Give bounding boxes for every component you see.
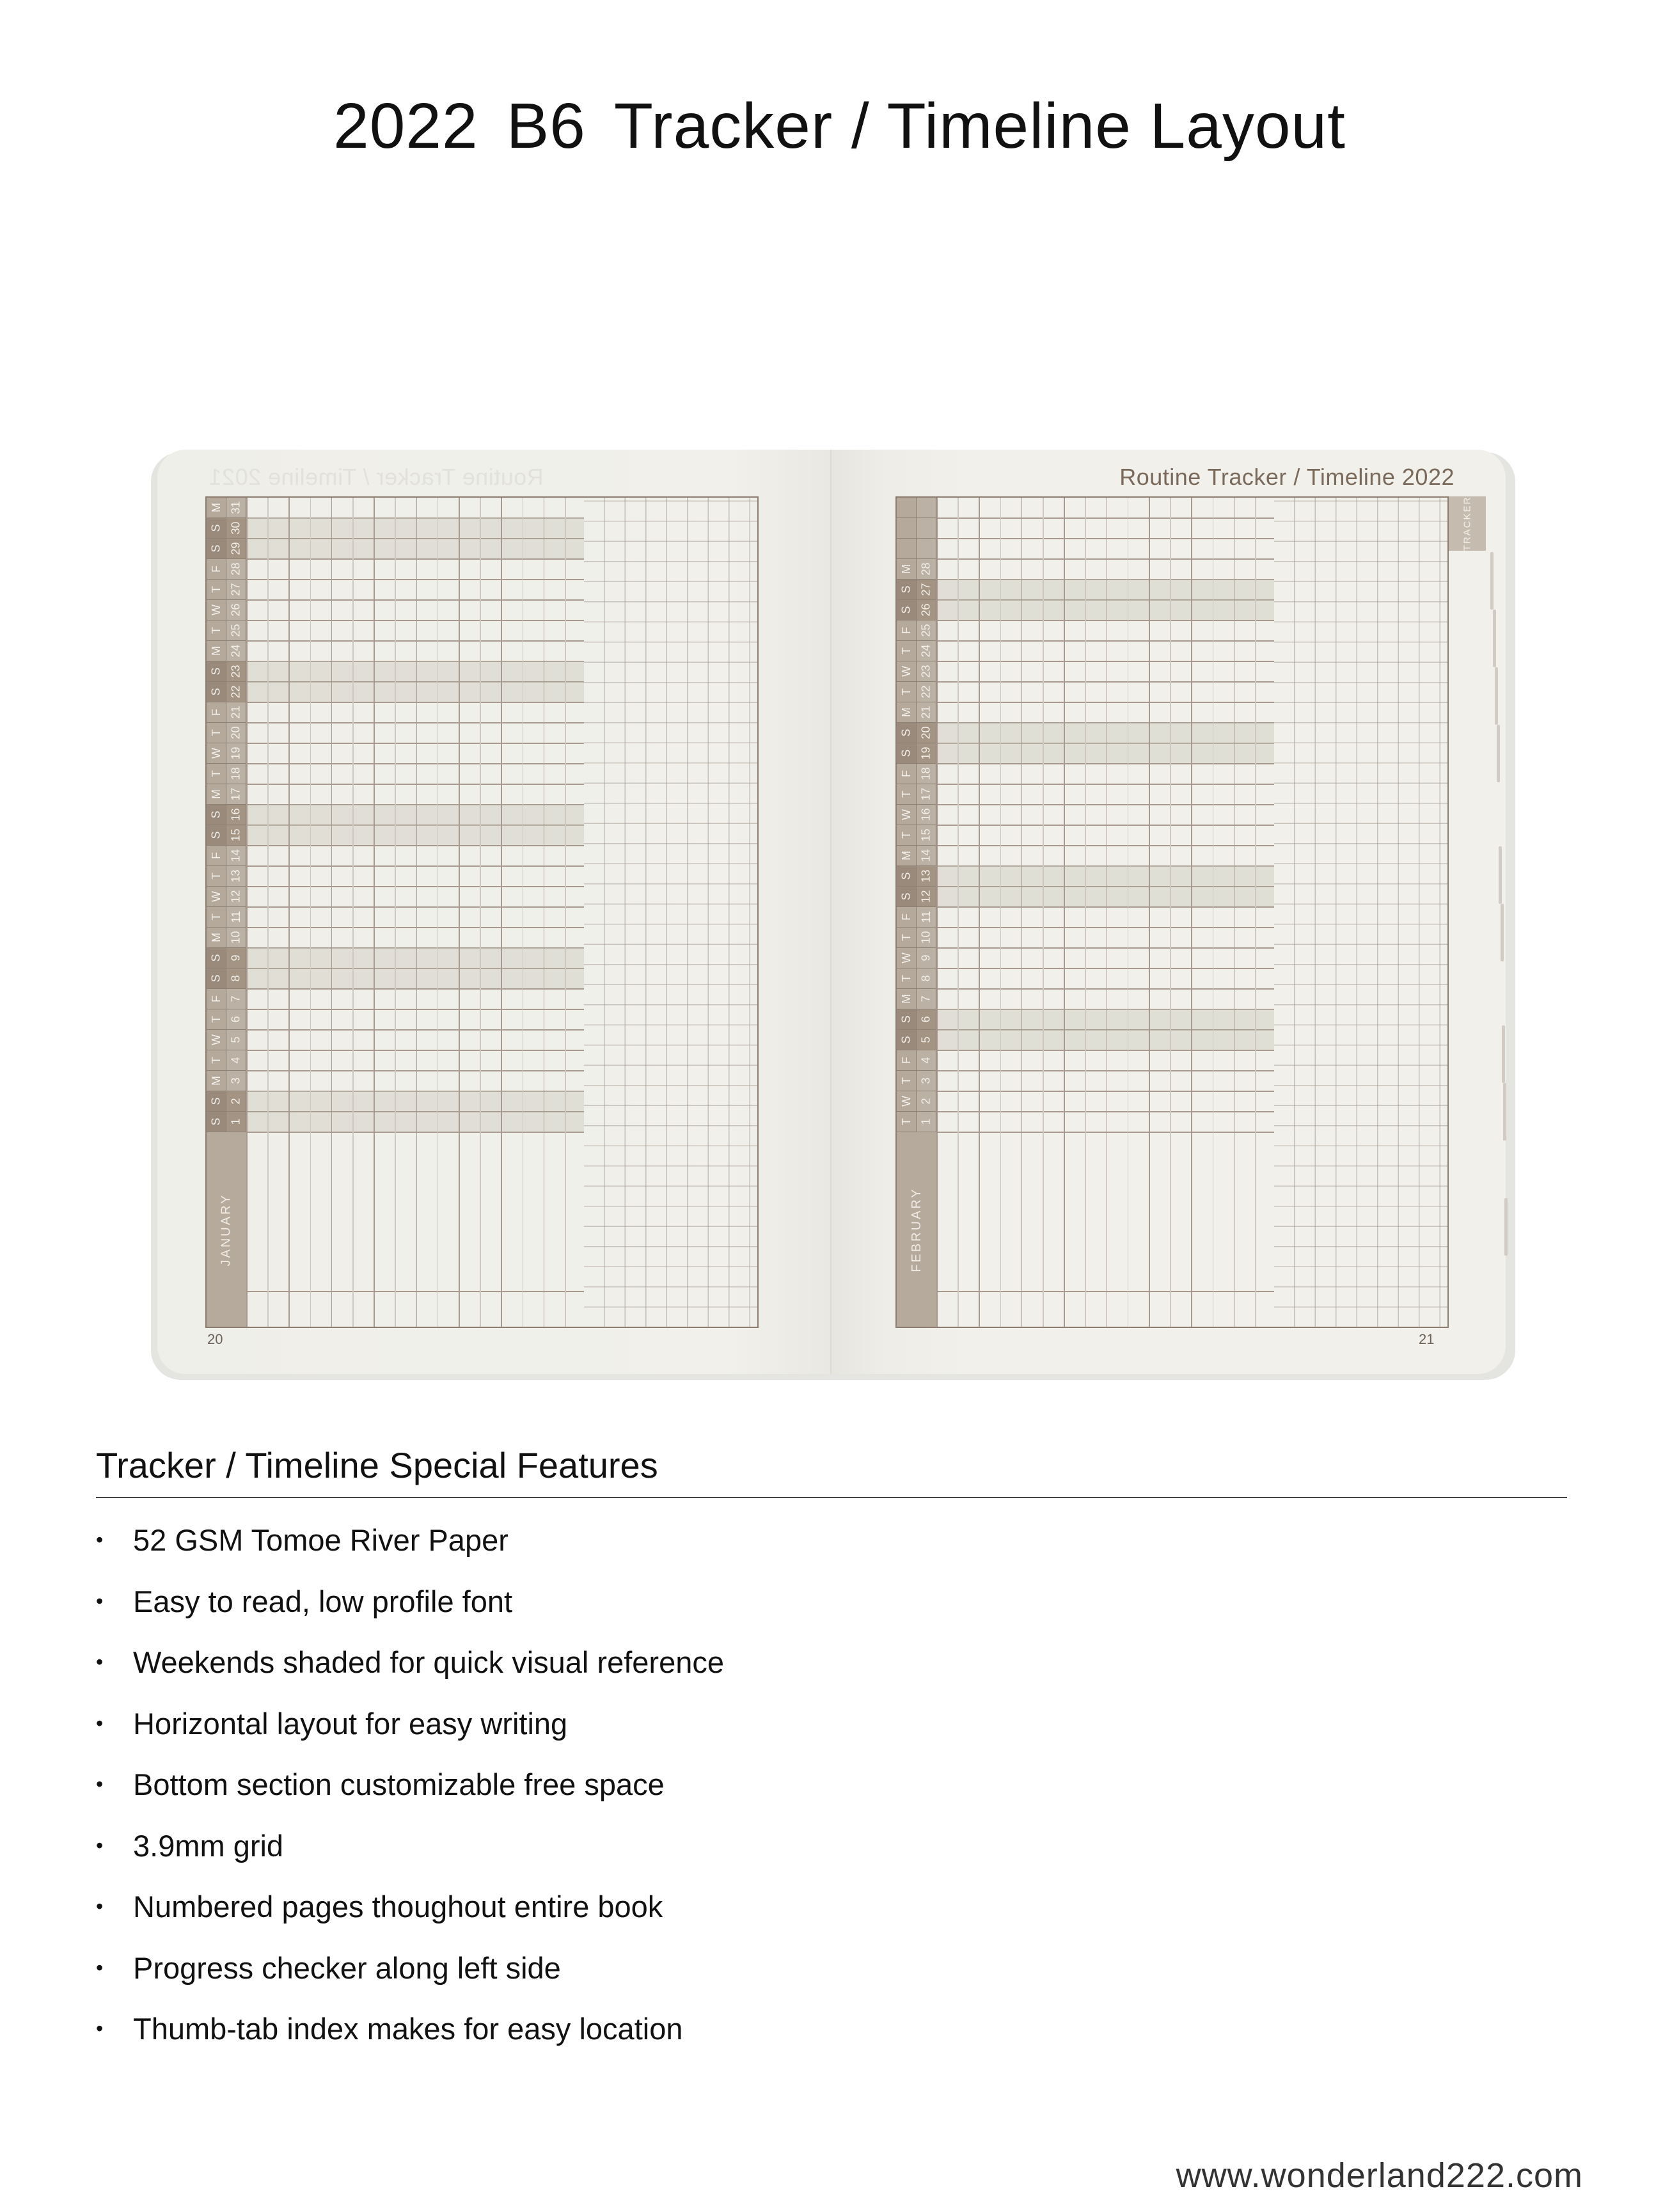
row-line [246,558,584,560]
weekday-cell: T [207,764,226,784]
feature-item [96,1938,724,1999]
feature-item [96,1632,724,1693]
date-cell: 20 [226,723,246,743]
column-line [288,498,290,1327]
weekday-cell: T [207,723,226,743]
row-line [936,927,1274,928]
weekday-cell: S [207,968,226,989]
row-line [246,722,584,723]
weekday-cell: S [207,682,226,702]
date-cell: 1 [917,1112,936,1132]
date-cell: 16 [226,805,246,825]
weekday-cell: T [897,928,917,948]
date-cell: 11 [226,907,246,928]
weekday-cell: W [207,600,226,620]
tracker-grid-january [205,496,759,1328]
row-line [246,702,584,703]
date-cell: 15 [226,825,246,846]
date-cell: 10 [226,928,246,948]
weekday-cell: F [207,989,226,1009]
column-line [437,498,439,1327]
column-line [1064,498,1065,1327]
date-cell: 21 [917,702,936,723]
weekday-cell: S [897,1009,917,1030]
weekday-cell: M [897,989,917,1009]
weekday-cell: W [897,805,917,825]
bullet-icon: • [96,2017,104,2041]
weekday-cell: S [897,723,917,743]
date-cell: 11 [917,907,936,928]
date-cell: 23 [917,661,936,682]
column-line [1021,498,1023,1327]
edge-thumb-tab[interactable] [1504,1198,1508,1256]
page-number: 20 [207,1331,223,1347]
feature-item [96,1571,724,1632]
column-line [246,498,248,1327]
edge-thumb-tab[interactable] [1501,904,1504,961]
weekday-cell: T [207,580,226,600]
date-cell: 13 [226,866,246,887]
weekend-row-shade [246,1091,584,1112]
weekday-cell: S [207,518,226,539]
date-cell: 31 [226,498,246,518]
bullet-icon: • [96,1650,104,1674]
website-url[interactable]: www.wonderland222.com [1176,2156,1583,2195]
row-line [936,763,1274,764]
weekend-row-shade [246,1112,584,1132]
date-cell: 28 [917,559,936,580]
free-space-dotted-grid [584,498,757,1327]
row-line [936,702,1274,703]
date-cell: 27 [226,580,246,600]
weekday-cell: S [897,743,917,764]
column-line [459,498,460,1327]
weekday-cell: S [897,580,917,600]
weekday-cell: S [207,805,226,825]
row-line [246,1132,584,1133]
row-line [936,825,1274,826]
edge-thumb-tab[interactable] [1499,846,1502,904]
date-cell: 18 [917,764,936,784]
weekday-cell: W [207,743,226,764]
column-line [1255,498,1256,1327]
weekday-cell: S [207,1112,226,1132]
weekday-cell: T [897,1112,917,1132]
weekend-row-shade [246,968,584,989]
date-cell [917,539,936,559]
date-cell [917,518,936,539]
weekend-row-shade [936,866,1274,887]
weekend-row-shade [936,600,1274,620]
weekend-row-shade [936,887,1274,907]
row-line [246,579,584,580]
row-line [246,988,584,990]
date-cell: 6 [917,1009,936,1030]
weekday-cell: F [207,702,226,723]
row-line [936,1091,1274,1092]
column-line [1149,498,1150,1327]
row-line [936,1050,1274,1051]
month-label-block [897,1132,936,1327]
weekday-cell: M [897,559,917,580]
features-heading: Tracker / Timeline Special Features [96,1445,658,1485]
row-line [246,906,584,908]
weekend-row-shade [936,743,1274,764]
date-cell: 14 [917,846,936,866]
planner-spread [154,450,1513,1377]
weekday-cell: T [897,968,917,989]
edge-thumb-tab[interactable] [1495,667,1498,725]
date-cell: 2 [226,1091,246,1112]
row-line [936,538,1274,539]
column-line [352,498,354,1327]
row-line [246,784,584,785]
feature-item [96,1876,724,1938]
page-header: Routine Tracker / Timeline 2022 [1119,464,1454,490]
page-number: 21 [1419,1331,1435,1347]
bullet-icon: • [96,1528,104,1552]
feature-text: Weekends shaded for quick visual reference [133,1645,724,1680]
feature-item [96,1815,724,1877]
date-cell: 27 [917,580,936,600]
column-line [565,498,566,1327]
weekday-cell: M [207,498,226,518]
weekend-row-shade [246,948,584,968]
weekend-row-shade [246,682,584,702]
feature-text: Thumb-tab index makes for easy location [133,2012,683,2046]
column-line [267,498,269,1327]
date-cell: 1 [226,1112,246,1132]
row-line [936,620,1274,621]
feature-item [96,1998,724,2060]
thumb-tab-label: TRACKER [1462,496,1473,551]
weekday-cell: T [897,825,917,846]
column-line [1128,498,1129,1327]
weekday-cell: T [207,1050,226,1071]
month-label: FEBRUARY [909,1187,924,1272]
row-line [936,1132,1274,1133]
row-line [936,784,1274,785]
weekend-row-shade [936,580,1274,600]
features-list [96,1510,724,2060]
feature-item [96,1693,724,1755]
date-cell: 12 [917,887,936,907]
weekend-row-shade [246,661,584,682]
weekday-cell: F [897,764,917,784]
weekday-cell: T [207,1009,226,1030]
row-line [936,517,1274,519]
feature-item [96,1510,724,1571]
date-cell: 9 [917,948,936,968]
weekday-cell: S [207,825,226,846]
weekday-cell: F [897,620,917,641]
date-cell: 15 [917,825,936,846]
date-cell: 19 [917,743,936,764]
weekday-cell: S [897,887,917,907]
column-line [374,498,375,1327]
column-line [331,498,333,1327]
row-line [246,1029,584,1031]
column-line [1213,498,1214,1327]
weekday-cell: T [897,641,917,661]
weekday-cell: M [897,702,917,723]
weekend-row-shade [246,518,584,539]
row-line [936,804,1274,805]
month-label-block [207,1132,246,1327]
date-cell: 30 [226,518,246,539]
date-cell: 5 [226,1030,246,1050]
row-line [246,865,584,867]
row-line [246,886,584,887]
weekday-cell: S [897,600,917,620]
weekend-row-shade [936,1009,1274,1030]
row-line [936,968,1274,969]
date-cell: 7 [226,989,246,1009]
column-line [501,498,502,1327]
column-line [544,498,545,1327]
weekday-cell: M [207,641,226,661]
date-cell: 8 [226,968,246,989]
column-line [936,498,938,1327]
row-line [936,906,1274,908]
row-line [936,558,1274,560]
column-line [979,498,980,1327]
date-cell: 2 [917,1091,936,1112]
date-cell: 25 [226,620,246,641]
right-page [832,450,1506,1374]
row-line [246,1050,584,1051]
feature-text: 52 GSM Tomoe River Paper [133,1523,508,1558]
date-cell: 4 [917,1050,936,1071]
footer-row-line [246,1291,584,1292]
weekday-cell: T [897,1071,917,1091]
feature-text: 3.9mm grid [133,1828,284,1863]
weekday-cell: S [207,539,226,559]
title-size: B6 [506,90,586,162]
date-cell: 17 [917,784,936,805]
weekday-cell: T [207,866,226,887]
date-cell: 9 [226,948,246,968]
row-line [246,743,584,744]
feature-text: Numbered pages thoughout entire book [133,1890,663,1924]
row-line [246,1070,584,1071]
date-cell: 3 [917,1071,936,1091]
edge-thumb-tab[interactable] [1502,1025,1505,1083]
column-line [480,498,481,1327]
bullet-icon: • [96,1895,104,1918]
column-line [958,498,959,1327]
month-label: JANUARY [219,1193,233,1266]
date-cell: 17 [226,784,246,805]
row-line [936,681,1274,683]
footer-row-line [936,1291,1274,1292]
feature-text: Easy to read, low profile font [133,1584,513,1618]
row-line [936,845,1274,846]
column-line [416,498,418,1327]
weekday-cell: S [207,948,226,968]
column-line [523,498,524,1327]
date-cell: 24 [226,641,246,661]
weekday-cell [897,539,917,559]
weekday-cell: W [897,661,917,682]
row-line [936,661,1274,662]
row-line [246,845,584,846]
weekend-row-shade [936,1030,1274,1050]
date-cell: 24 [917,641,936,661]
weekday-cell: F [897,907,917,928]
weekday-cell: M [207,1071,226,1091]
column-line [1107,498,1108,1327]
row-line [936,1070,1274,1071]
title-year: 2022 [333,90,478,162]
bullet-icon: • [96,1589,104,1613]
bullet-icon: • [96,1711,104,1735]
date-cell: 6 [226,1009,246,1030]
date-cell: 20 [917,723,936,743]
date-cell [917,498,936,518]
row-line [936,640,1274,642]
weekday-cell: F [207,559,226,580]
weekday-cell: F [207,846,226,866]
date-cell: 21 [226,702,246,723]
feature-text: Horizontal layout for easy writing [133,1706,568,1741]
row-line [246,763,584,764]
weekday-cell: T [897,784,917,805]
column-line [1000,498,1002,1327]
column-line [1085,498,1086,1327]
bullet-icon: • [96,1773,104,1796]
date-cell: 26 [226,600,246,620]
column-line [395,498,396,1327]
date-cell: 18 [226,764,246,784]
weekday-cell: W [207,887,226,907]
weekday-cell: S [897,1030,917,1050]
date-cell: 3 [226,1071,246,1091]
weekday-cell: W [897,948,917,968]
bullet-icon: • [96,1833,104,1857]
row-line [246,640,584,642]
row-line [246,927,584,928]
weekday-cell: F [897,1050,917,1071]
weekday-cell: M [897,846,917,866]
weekday-cell: S [897,866,917,887]
page-title [0,90,1679,163]
weekend-row-shade [246,539,584,559]
weekend-row-shade [246,825,584,846]
weekend-row-shade [936,723,1274,743]
weekday-cell: T [897,682,917,702]
row-line [936,947,1274,949]
bleed-through-header: Routine Tracker / Timeline 2021 [209,464,544,490]
date-cell: 19 [226,743,246,764]
row-line [936,1111,1274,1112]
date-cell: 12 [226,887,246,907]
date-cell: 5 [917,1030,936,1050]
date-cell: 26 [917,600,936,620]
weekday-cell: W [207,1030,226,1050]
row-line [246,599,584,601]
free-space-dotted-grid [1274,498,1447,1327]
date-cell: 8 [917,968,936,989]
weekday-cell: S [207,1091,226,1112]
edge-thumb-tab[interactable] [1497,725,1500,782]
title-name: Tracker / Timeline Layout [613,90,1346,162]
date-cell: 13 [917,866,936,887]
weekday-cell: W [897,1091,917,1112]
tracker-grid-february [895,496,1449,1328]
weekday-cell: T [207,907,226,928]
date-cell: 4 [226,1050,246,1071]
thumb-tab-tracker[interactable] [1449,496,1486,551]
edge-thumb-tab[interactable] [1490,552,1494,610]
weekday-cell: T [207,620,226,641]
date-cell: 22 [917,682,936,702]
weekday-cell: M [207,784,226,805]
date-cell: 22 [226,682,246,702]
feature-item [96,1754,724,1815]
left-page [157,450,832,1374]
date-cell: 28 [226,559,246,580]
date-cell: 7 [917,989,936,1009]
weekday-cell [897,518,917,539]
edge-thumb-tab[interactable] [1493,610,1496,667]
date-cell: 29 [226,539,246,559]
weekday-cell [897,498,917,518]
row-line [246,620,584,621]
bullet-icon: • [96,1955,104,1979]
weekday-cell: M [207,928,226,948]
column-line [1191,498,1192,1327]
row-line [246,1009,584,1010]
feature-text: Bottom section customizable free space [133,1767,665,1802]
date-cell: 14 [226,846,246,866]
weekday-cell: S [207,661,226,682]
column-line [1170,498,1171,1327]
date-cell: 23 [226,661,246,682]
date-cell: 10 [917,928,936,948]
features-divider [96,1497,1567,1498]
column-line [310,498,311,1327]
weekend-row-shade [246,805,584,825]
edge-thumb-tab[interactable] [1503,1083,1506,1141]
column-line [1234,498,1235,1327]
feature-text: Progress checker along left side [133,1950,561,1985]
date-cell: 25 [917,620,936,641]
date-cell: 16 [917,805,936,825]
column-line [1043,498,1044,1327]
row-line [936,988,1274,990]
